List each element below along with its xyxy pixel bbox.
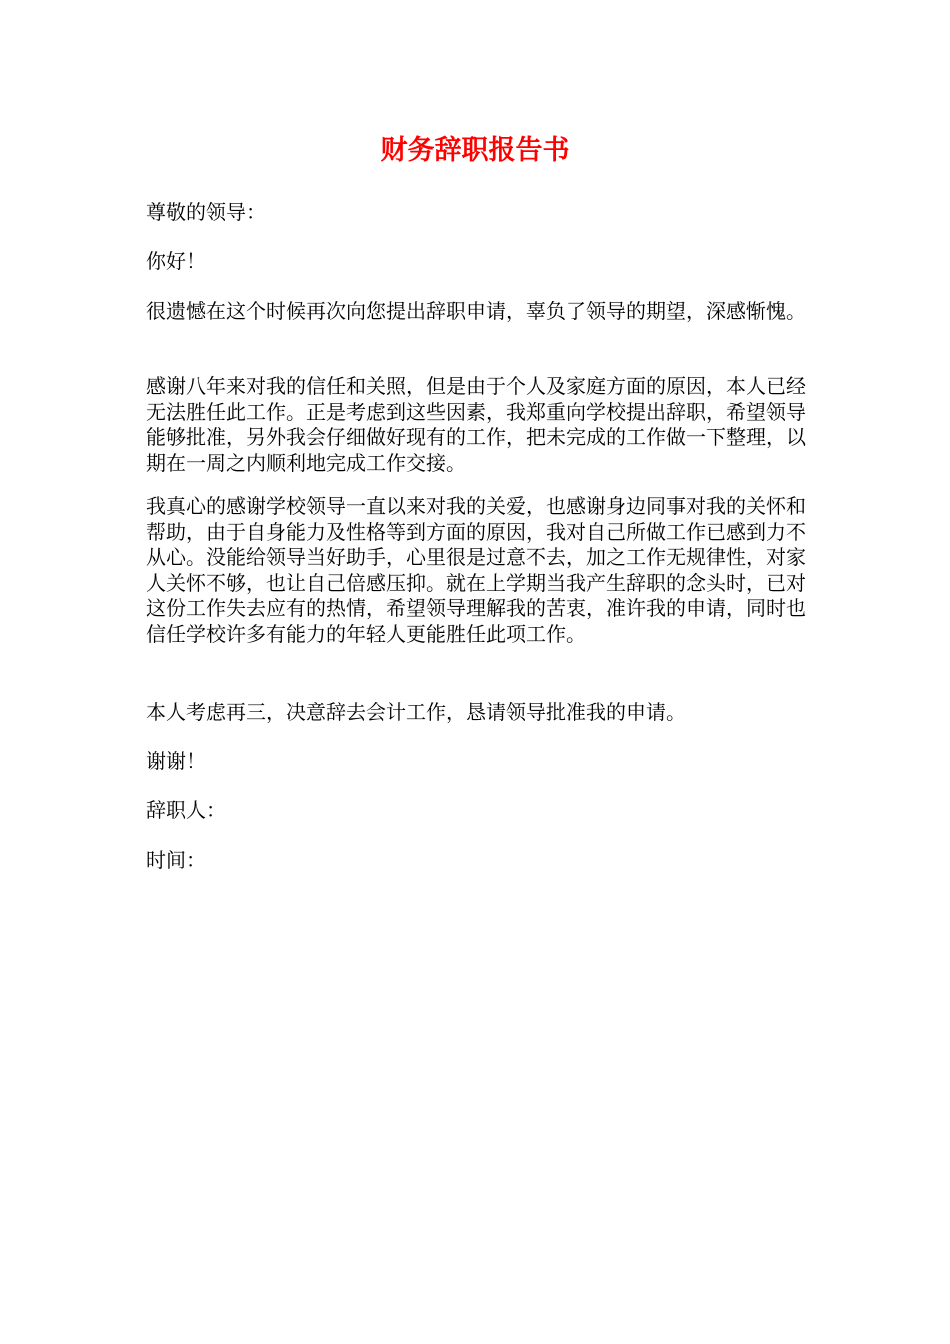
body-paragraph: 我真心的感谢学校领导一直以来对我的关爱，也感谢身边同事对我的关怀和帮助，由于自身能力及性格等到方面的原因，我对自己所做工作已感到力不从心。没能给领导当好助手，心里很是过意不去，加之工作无规律性，对家人关怀不够，也让自己倍感压抑。就在上学期当我产生辞职的念头时，已对这份工作失去应有的热情，希望领导理解我的苦衷，准许我的申请，同时也信任学校许多有能力的年轻人更能胜任此项工作。 [146, 494, 806, 646]
time-label: 时间： [146, 848, 206, 872]
thanks-line: 谢谢！ [146, 749, 206, 773]
document-title: 财务辞职报告书 [380, 135, 570, 166]
body-paragraph: 本人考虑再三，决意辞去会计工作，恳请领导批准我的申请。 [146, 700, 686, 724]
greeting: 你好！ [146, 249, 206, 273]
salutation: 尊敬的领导： [146, 200, 266, 224]
resigner-label: 辞职人： [146, 798, 226, 822]
body-paragraph: 感谢八年来对我的信任和关照，但是由于个人及家庭方面的原因，本人已经无法胜任此工作。正是考虑到这些因素，我郑重向学校提出辞职，希望领导能够批准，另外我会仔细做好现有的工作，把未完成的工作做一下整理，以期在一周之内顺利地完成工作交接。 [146, 374, 806, 475]
body-paragraph: 很遗憾在这个时候再次向您提出辞职申请，辜负了领导的期望，深感惭愧。 [146, 299, 806, 323]
